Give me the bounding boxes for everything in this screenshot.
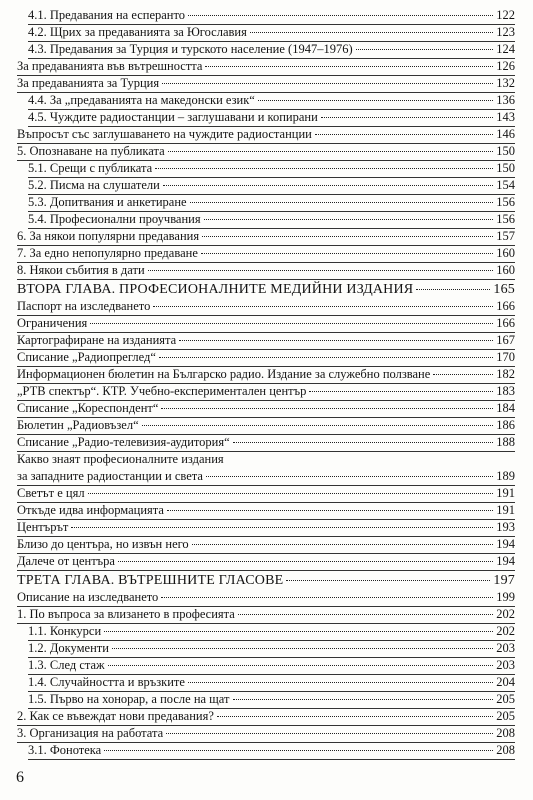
toc-entry-page: 191 — [496, 486, 515, 500]
toc-entry-title: Близо до центъра, но извън него — [17, 537, 189, 551]
dot-leader — [416, 289, 490, 290]
toc-entry-page: 204 — [496, 675, 515, 689]
toc-entry-title: Картографиране на изданията — [17, 333, 177, 347]
toc-entry-page: 157 — [496, 229, 515, 243]
toc-entry — [28, 93, 515, 110]
dot-leader — [309, 391, 493, 392]
toc-entry-title: 2. Как се въвеждат нови предавания? — [17, 709, 214, 723]
toc-entry-page: 183 — [496, 384, 515, 398]
toc-entry — [28, 658, 515, 675]
toc-entry-title: 6. За някои популярни предавания — [17, 229, 200, 243]
dot-leader — [148, 270, 494, 271]
toc-entry — [17, 144, 515, 161]
toc-entry-page: 199 — [496, 590, 515, 604]
dot-leader — [108, 665, 494, 666]
toc-entry-title: 5.3. Допитвания и анкетиране — [28, 195, 187, 209]
toc-entry-page: 197 — [493, 573, 515, 588]
dot-leader — [71, 527, 493, 528]
toc-entry — [17, 486, 515, 503]
toc-entry-title: Центърът — [17, 520, 69, 534]
toc-entry-title: Откъде идва информацията — [17, 503, 164, 517]
toc-entry — [28, 641, 515, 658]
toc-entry — [28, 675, 515, 692]
toc-entry-title: Списание „Радиопреглед“ — [17, 350, 156, 364]
toc-entry — [17, 263, 515, 280]
dot-leader — [162, 83, 493, 84]
toc-entry-page: 124 — [496, 42, 515, 56]
toc-entry-page: 203 — [496, 658, 515, 672]
toc-entry — [17, 418, 515, 435]
dot-leader — [250, 32, 493, 33]
toc-entry-page: 188 — [496, 435, 515, 449]
dot-leader — [161, 597, 493, 598]
toc-entry-page: 165 — [493, 282, 515, 297]
toc-entry-title: 5.2. Писма на слушатели — [28, 178, 160, 192]
dot-leader — [356, 49, 494, 50]
dot-leader — [90, 323, 493, 324]
toc-entry-page: 170 — [496, 350, 515, 364]
toc-entry — [17, 59, 515, 76]
toc-entry — [17, 350, 515, 367]
toc-entry-page: 189 — [496, 469, 515, 483]
toc-entry-page: 182 — [496, 367, 515, 381]
toc-entry-title: 4.3. Предавания за Турция и турското население (1947–1976) — [28, 42, 353, 56]
toc-entry-title: 5.1. Срещи с публиката — [28, 161, 153, 175]
toc-entry-title: 1. По въпроса за влизането в професията — [17, 607, 235, 621]
toc-entry-title: 1.5. Първо на хонорар, а после на щат — [28, 692, 230, 706]
dot-leader — [163, 185, 493, 186]
toc-entry-page: 205 — [496, 692, 515, 706]
dot-leader — [142, 425, 494, 426]
toc-entry-page: 156 — [496, 195, 515, 209]
toc-entry-title: За предаванията във вътрешността — [17, 59, 203, 73]
toc-entry — [28, 161, 515, 178]
toc-entry-title: Далече от центъра — [17, 554, 115, 568]
toc-entry — [17, 726, 515, 743]
toc-entry-page: 167 — [496, 333, 515, 347]
toc-entry-title: 7. За едно непопулярно предаване — [17, 246, 198, 260]
dot-leader — [188, 15, 493, 16]
page-number: 6 — [16, 769, 24, 786]
dot-leader — [258, 100, 493, 101]
dot-leader — [192, 544, 494, 545]
toc-entry — [17, 246, 515, 263]
toc-entry-title: Въпросът със заглушаването на чуждите радиостанции — [17, 127, 312, 141]
toc-entry-page: 123 — [496, 25, 515, 39]
dot-leader — [112, 648, 493, 649]
toc-entry-page: 122 — [496, 8, 515, 22]
toc-entry-page: 191 — [496, 503, 515, 517]
toc-entry-page: 126 — [496, 59, 515, 73]
toc-entry-title: 4.5. Чуждите радиостанции – заглушавани и копирани — [28, 110, 318, 124]
dot-leader — [88, 493, 494, 494]
toc-entry — [28, 692, 515, 709]
toc-entry-title: за западните радиостанции и света — [17, 469, 203, 483]
toc-entry-title: 1.4. Случайността и връзките — [28, 675, 185, 689]
dot-leader — [433, 374, 493, 375]
toc-entry — [28, 195, 515, 212]
toc-entry-title: Бюлетин „Радиовъзел“ — [17, 418, 139, 432]
dot-leader — [201, 253, 493, 254]
toc-entry — [17, 709, 515, 726]
dot-leader — [161, 408, 493, 409]
dot-leader — [168, 151, 494, 152]
toc-entry-title: Списание „Радио-телевизия-аудитория“ — [17, 435, 230, 449]
toc-entry-page: 156 — [496, 212, 515, 226]
toc-entry-page: 202 — [496, 607, 515, 621]
dot-leader — [315, 134, 493, 135]
toc-entry-title: 1.3. След стаж — [28, 658, 105, 672]
dot-leader — [118, 561, 493, 562]
dot-leader — [153, 306, 493, 307]
toc-entry — [17, 76, 515, 93]
toc-entry-page: 166 — [496, 299, 515, 313]
toc-entry-title: 3. Организация на работата — [17, 726, 164, 740]
dot-leader — [104, 750, 493, 751]
toc-entry-title: 4.1. Предавания на есперанто — [28, 8, 186, 22]
toc-entry — [28, 743, 515, 760]
dot-leader — [238, 614, 493, 615]
toc-entry-title: Ограничения — [17, 316, 88, 330]
toc-entry-page: 160 — [496, 246, 515, 260]
toc-entry — [17, 401, 515, 418]
toc-entry-title: 1.2. Документи — [28, 641, 109, 655]
toc-entry — [17, 333, 515, 350]
toc-entry-title: Описание на изследването — [17, 590, 159, 604]
toc-entry-page: 194 — [496, 537, 515, 551]
dot-leader — [166, 733, 493, 734]
toc-entry — [28, 110, 515, 127]
toc-entry — [17, 590, 515, 607]
dot-leader — [233, 442, 494, 443]
toc-entry — [17, 469, 515, 486]
toc-entry-title: ТРЕТА ГЛАВА. ВЪТРЕШНИТЕ ГЛАСОВЕ — [17, 573, 284, 588]
toc-entry — [28, 178, 515, 195]
toc-entry-title: Списание „Кореспондент“ — [17, 401, 159, 415]
toc-entry-title: Информационен бюлетин на Българско радио. Издание за служебно ползване — [17, 367, 431, 381]
toc-entry — [17, 503, 515, 520]
toc-entry — [28, 25, 515, 42]
toc-entry-title: Паспорт на изследването — [17, 299, 151, 313]
toc-entry-page: 208 — [496, 726, 515, 740]
toc-entry — [17, 367, 515, 384]
dot-leader — [204, 219, 494, 220]
toc-entry-page: 194 — [496, 554, 515, 568]
toc-entry — [17, 299, 515, 316]
toc-entry — [17, 554, 515, 571]
toc-entry-page: 150 — [496, 144, 515, 158]
dot-leader — [188, 682, 493, 683]
toc-entry — [17, 127, 515, 144]
toc-entry-title: ВТОРА ГЛАВА. ПРОФЕСИОНАЛНИТЕ МЕДИЙНИ ИЗДАНИЯ — [17, 282, 414, 297]
dot-leader — [202, 236, 493, 237]
toc-entry-page: 208 — [496, 743, 515, 757]
toc-entry — [17, 316, 515, 333]
toc-entry-page: 205 — [496, 709, 515, 723]
toc-entry-title: 3.1. Фонотека — [28, 743, 102, 757]
toc-entry-title: 4.4. За „предаванията на македонски език“ — [28, 93, 255, 107]
dot-leader — [286, 580, 490, 581]
dot-leader — [104, 631, 493, 632]
toc-entry-page: 154 — [496, 178, 515, 192]
toc-entry — [17, 537, 515, 554]
toc-entry-title: 4.2. Щрих за предаванията за Югославия — [28, 25, 247, 39]
dot-leader — [206, 476, 493, 477]
toc-entry-page: 136 — [496, 93, 515, 107]
toc-entry-title: „РТВ спектър“. КТР. Учебно-експериментален център — [17, 384, 307, 398]
toc-entry-page: 203 — [496, 641, 515, 655]
toc-entry — [28, 8, 515, 25]
dot-leader — [217, 716, 493, 717]
toc-entry-page: 132 — [496, 76, 515, 90]
toc-entry — [17, 452, 515, 469]
toc-entry-title: 8. Някои събития в дати — [17, 263, 145, 277]
toc-entry — [17, 229, 515, 246]
dot-leader — [179, 340, 493, 341]
toc-entry-title: 1.1. Конкурси — [28, 624, 102, 638]
toc-entry-page: 146 — [496, 127, 515, 141]
toc-entry — [17, 435, 515, 452]
toc-entry-page: 202 — [496, 624, 515, 638]
toc-entry — [17, 607, 515, 624]
toc-entry — [28, 42, 515, 59]
dot-leader — [321, 117, 493, 118]
toc-entry-page: 160 — [496, 263, 515, 277]
toc-entry-page: 150 — [496, 161, 515, 175]
toc-entry-page: 184 — [496, 401, 515, 415]
toc-entry-title: Какво знаят професионалните издания — [17, 452, 224, 466]
toc-entry-page: 166 — [496, 316, 515, 330]
toc-entry — [17, 384, 515, 401]
toc-entry-page: 193 — [496, 520, 515, 534]
toc-entry-page: 186 — [496, 418, 515, 432]
dot-leader — [233, 699, 494, 700]
toc-entry — [17, 520, 515, 537]
toc-entry — [28, 212, 515, 229]
dot-leader — [190, 202, 494, 203]
toc-entry-title: 5.4. Професионални проучвания — [28, 212, 201, 226]
dot-leader — [205, 66, 493, 67]
dot-leader — [159, 357, 493, 358]
dot-leader — [155, 168, 493, 169]
toc-entry — [28, 624, 515, 641]
toc-entry-title: 5. Опознаване на публиката — [17, 144, 165, 158]
dot-leader — [167, 510, 493, 511]
toc-entry-page: 143 — [496, 110, 515, 124]
toc-entry-title: За предаванията за Турция — [17, 76, 160, 90]
toc-entry-title: Светът е цял — [17, 486, 85, 500]
